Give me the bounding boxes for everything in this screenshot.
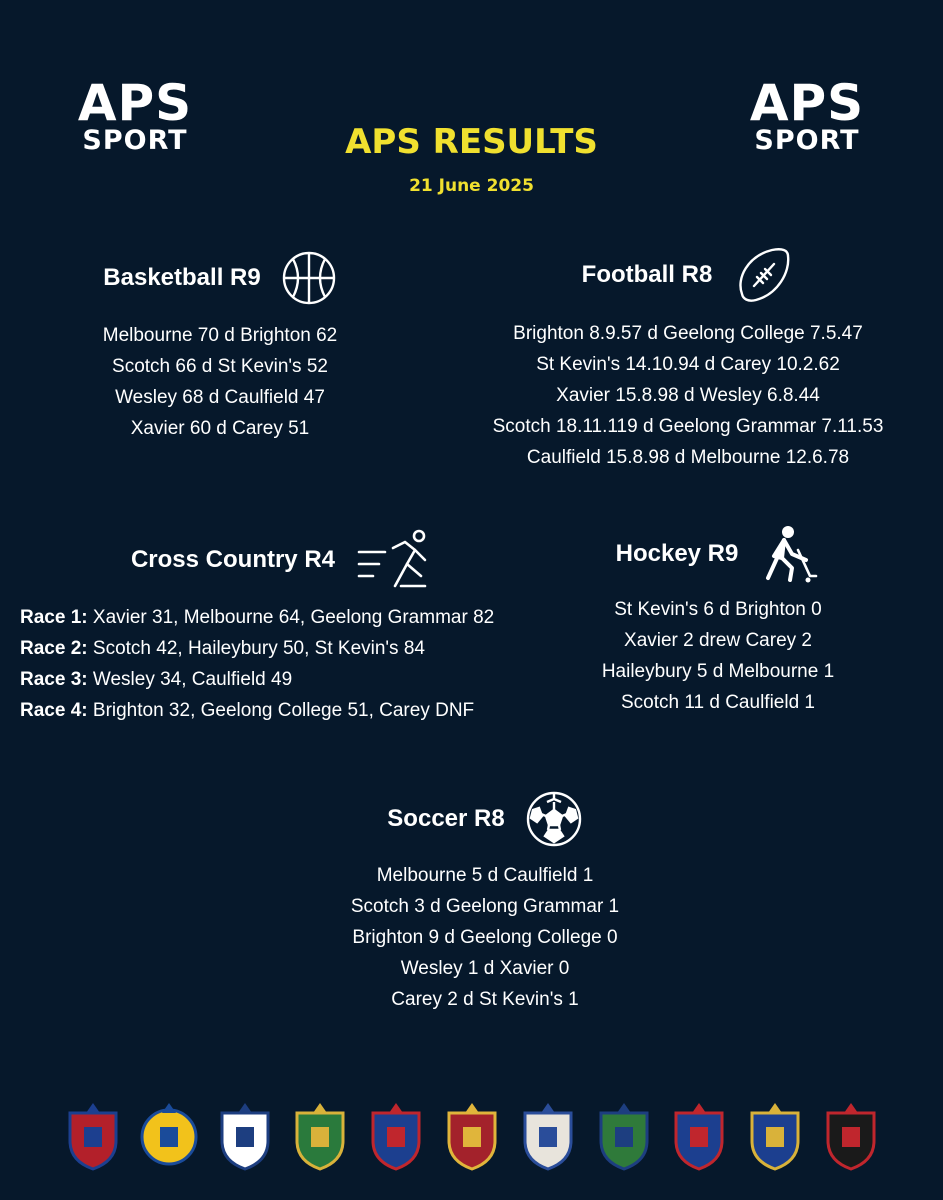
crest-6-shape xyxy=(443,1101,501,1171)
football-heading: Football R8 xyxy=(581,261,713,288)
school-crests-row xyxy=(62,1100,882,1172)
result-line: Carey 2 d St Kevin's 1 xyxy=(391,989,579,1010)
crest-7-icon xyxy=(517,1100,579,1172)
crest-carey-shape xyxy=(140,1101,198,1171)
cross-country-section xyxy=(20,528,560,726)
cross-country-heading: Cross Country R4 xyxy=(130,546,336,573)
football-icon xyxy=(732,244,794,306)
basketball-results xyxy=(70,320,370,444)
result-line: St Kevin's 14.10.94 d Carey 10.2.62 xyxy=(536,354,840,375)
race-text: Brighton 32, Geelong College 51, Carey DNF xyxy=(92,700,475,721)
cross-country-results xyxy=(20,602,560,726)
crest-10-icon xyxy=(744,1100,806,1172)
result-line: Xavier 2 drew Carey 2 xyxy=(624,630,812,651)
crest-carey-emblem xyxy=(160,1127,178,1147)
race-text: Xavier 31, Melbourne 64, Geelong Grammar 82 xyxy=(92,607,495,628)
crest-4-shape xyxy=(291,1101,349,1171)
crest-3-top xyxy=(238,1103,252,1113)
soccer-ball-icon xyxy=(525,790,583,848)
crest-4-top xyxy=(313,1103,327,1113)
crest-1-icon xyxy=(62,1100,124,1172)
race-line xyxy=(20,602,560,633)
crest-3-icon xyxy=(214,1100,276,1172)
race-text: Wesley 34, Caulfield 49 xyxy=(92,669,293,690)
result-line: Wesley 1 d Xavier 0 xyxy=(400,958,570,979)
basketball-icon xyxy=(281,250,337,306)
result-line: Wesley 68 d Caulfield 47 xyxy=(115,387,325,408)
race-label: Race 2: xyxy=(20,638,88,659)
crest-10-shape xyxy=(746,1101,804,1171)
result-line: Scotch 18.11.119 d Geelong Grammar 7.11.53 xyxy=(492,416,884,437)
logo-sport-text: SPORT xyxy=(82,125,188,156)
logo-aps-text: APS xyxy=(749,74,865,132)
football-section xyxy=(468,244,908,473)
crest-6-top xyxy=(465,1103,479,1113)
logo-aps-text: APS xyxy=(77,74,193,132)
crest-carey-icon xyxy=(138,1100,200,1172)
crest-10-top xyxy=(768,1103,782,1113)
crest-6-emblem xyxy=(463,1127,481,1147)
result-line: Xavier 15.8.98 d Wesley 6.8.44 xyxy=(556,385,820,406)
football-results xyxy=(468,318,908,473)
crest-scotch-top xyxy=(692,1103,706,1113)
crest-scotch-emblem xyxy=(690,1127,708,1147)
result-line: Xavier 60 d Carey 51 xyxy=(130,418,310,439)
crest-8-top xyxy=(617,1103,631,1113)
crest-carey-top xyxy=(162,1103,176,1113)
race-label: Race 3: xyxy=(20,669,88,690)
crest-5-icon xyxy=(365,1100,427,1172)
result-line: Brighton 8.9.57 d Geelong College 7.5.47 xyxy=(513,323,863,344)
race-line xyxy=(20,633,560,664)
result-line: Scotch 11 d Caulfield 1 xyxy=(621,692,815,713)
page-title: APS RESULTS xyxy=(345,122,598,162)
crest-scotch-icon xyxy=(668,1100,730,1172)
result-line: Melbourne 70 d Brighton 62 xyxy=(102,325,338,346)
result-line: Haileybury 5 d Melbourne 1 xyxy=(601,661,835,682)
crest-7-emblem xyxy=(539,1127,557,1147)
race-line xyxy=(20,695,560,726)
page-date: 21 June 2025 xyxy=(409,176,534,196)
result-line: Scotch 3 d Geelong Grammar 1 xyxy=(350,896,620,917)
race-label: Race 1: xyxy=(20,607,88,628)
result-line: St Kevin's 6 d Brighton 0 xyxy=(614,599,822,620)
race-label: Race 4: xyxy=(20,700,88,721)
result-line: Scotch 66 d St Kevin's 52 xyxy=(112,356,328,377)
result-line: Caulfield 15.8.98 d Melbourne 12.6.78 xyxy=(526,447,850,468)
crest-3-shape xyxy=(216,1101,274,1171)
crest-1-shape xyxy=(64,1101,122,1171)
crest-5-emblem xyxy=(387,1127,405,1147)
crest-1-emblem xyxy=(84,1127,102,1147)
crest-7-top xyxy=(541,1103,555,1113)
hockey-section xyxy=(578,524,858,718)
crest-4-icon xyxy=(289,1100,351,1172)
race-line xyxy=(20,664,560,695)
crest-5-top xyxy=(389,1103,403,1113)
hockey-results xyxy=(578,594,858,718)
hockey-player-icon xyxy=(758,524,820,584)
race-text: Scotch 42, Haileybury 50, St Kevin's 84 xyxy=(92,638,425,659)
result-line: Melbourne 5 d Caulfield 1 xyxy=(376,865,594,886)
crest-3-emblem xyxy=(236,1127,254,1147)
basketball-heading: Basketball R9 xyxy=(103,264,261,291)
result-line: Brighton 9 d Geelong College 0 xyxy=(352,927,618,948)
crest-10-emblem xyxy=(766,1127,784,1147)
crest-8-emblem xyxy=(615,1127,633,1147)
crest-xavier-icon xyxy=(820,1100,882,1172)
runner-icon xyxy=(355,528,429,592)
crest-5-shape xyxy=(367,1101,425,1171)
soccer-section xyxy=(320,790,650,1015)
crest-1-top xyxy=(86,1103,100,1113)
crest-4-emblem xyxy=(311,1127,329,1147)
crest-xavier-emblem xyxy=(842,1127,860,1147)
crest-xavier-top xyxy=(844,1103,858,1113)
crest-xavier-shape xyxy=(822,1101,880,1171)
crest-8-icon xyxy=(593,1100,655,1172)
soccer-heading: Soccer R8 xyxy=(387,805,505,832)
basketball-section xyxy=(70,250,370,444)
logo-sport-text: SPORT xyxy=(754,125,860,156)
crest-7-shape xyxy=(519,1101,577,1171)
hockey-heading: Hockey R9 xyxy=(615,540,739,567)
crest-8-shape xyxy=(595,1101,653,1171)
crest-scotch-shape xyxy=(670,1101,728,1171)
soccer-results xyxy=(320,860,650,1015)
crest-6-icon xyxy=(441,1100,503,1172)
